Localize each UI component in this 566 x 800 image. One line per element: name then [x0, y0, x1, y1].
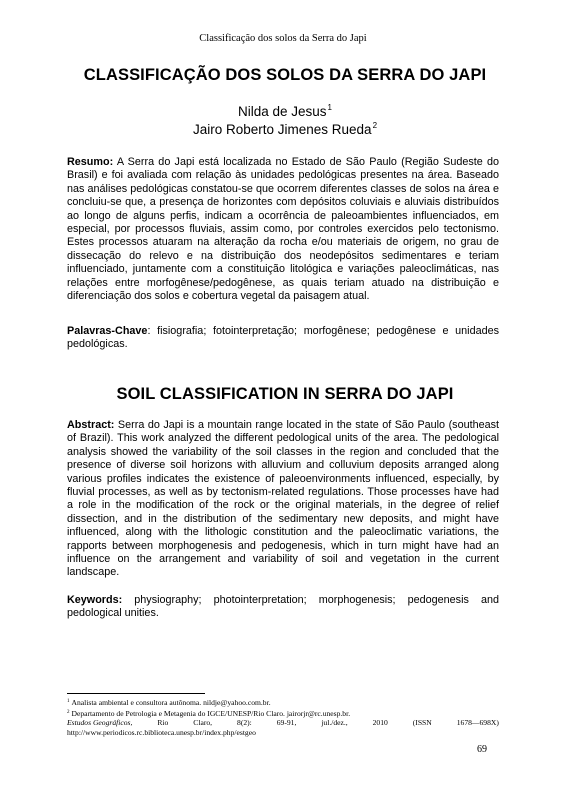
citation-part: 2010 [372, 718, 388, 728]
citation-part: jul./dez., [321, 718, 348, 728]
citation-part: 1678—698X) [456, 718, 499, 728]
palavras-chave-paragraph [67, 325, 499, 352]
author-1-name: Nilda de Jesus [237, 104, 327, 119]
journal-name: Estudos Geográficos, [67, 718, 133, 728]
footnote-2 [67, 708, 499, 719]
footnote-2-text: Departamento de Petrologia e Metagenia do IGCE/UNESP/Rio Claro. jairorjr@rc.unesp.br. [71, 708, 351, 718]
citation-part: 69-91, [276, 718, 297, 728]
journal-citation [67, 718, 499, 728]
author-1-footnote-mark: 1 [327, 103, 332, 112]
author-1 [40, 103, 530, 119]
page-number: 69 [477, 744, 487, 755]
citation-part: Rio [157, 718, 169, 728]
footnote-1 [67, 697, 499, 708]
title-english: SOIL CLASSIFICATION IN SERRA DO JAPI [116, 385, 454, 403]
resumo-text: A Serra do Japi está localizada no Estado de São Paulo (Região Sudeste do Brasil) e foi avaliada com relação às unidades pedológicas presentes na área. Baseado nas análises pedológicas constatou-se que ocorrem diferentes classes de solos na área e concluiu-se que, a presença de horizontes com depósitos coluviais e aluviais distribuídos ao longo de alguns perfis, indicam a ocorrência de paleoambientes influenciados, em especial, por processos fluviais, assim como, por controles exercidos pelo tectonismo. Estes processos atuaram na alteração da rocha e/ou materiais de origem, no grau de dissecação do relevo e na distribuição dos neodepósitos sedimentares e teriam influenciado, juntamente com a constituição litológica e variações paleoclimáticas, nas relações entre morfogênese/pedogênese, as quais teriam atuado na distribuição e diferenciação dos solos e cobertura vegetal da paisagem atual. [67, 156, 499, 303]
keywords-paragraph [67, 594, 499, 621]
resumo-label: Resumo: [67, 156, 114, 168]
footnote-1-text: Analista ambiental e consultora autônoma. nildje@yahoo.com.br. [71, 698, 271, 707]
keywords-text: physiography; photointerpretation; morphogenesis; pedogenesis and pedological unities. [67, 594, 499, 620]
citation-part: Claro, [193, 718, 213, 728]
keywords-label: Keywords: [67, 594, 123, 606]
journal-url[interactable]: http://www.periodicos.rc.biblioteca.unesp.br/index.php/estgeo [67, 727, 256, 737]
resumo-paragraph [67, 156, 499, 303]
citation-part: 8(2): [237, 718, 252, 728]
footnote-divider [67, 693, 205, 694]
abstract-paragraph [67, 419, 499, 580]
author-2-footnote-mark: 2 [372, 121, 378, 130]
author-2-name: Jairo Roberto Jimenes Rueda [192, 122, 372, 137]
abstract-text: Serra do Japi is a mountain range located in the state of São Paulo (southeast of Brazil). This work analyzed the different pedological units of the area. The pedological analysis showed the variability of the soil classes in the region and concluded that the presence of diverse soil horizons with alluvium and colluvium deposits arranged along various profiles indicates the existence of paleoenvironments influenced, especially, by fluvial processes, as well as by tectonism-related regulations. Those processes have had a role in the modification of the rock or the original materials, in the degree of relief dissection, and in the distribution of the sedimentary new deposits, and might have influenced, along with the lithologic constitution and the paleoclimatic variations, the rapports between morphogenesis and pedogenesis, which in turn might have had an influence on the arrangement and variability of soil and vegetation in the current landscape. [67, 419, 499, 579]
author-2 [40, 121, 530, 137]
palavras-chave-label: Palavras-Chave [67, 325, 148, 337]
palavras-chave-text: : fisiografia; fotointerpretação; morfogênese; pedogênese e unidades pedológicas. [67, 325, 499, 351]
abstract-label: Abstract: [67, 419, 115, 431]
footnote-1-mark: 1 [67, 699, 70, 704]
running-header: Classificação dos solos da Serra do Japi [199, 33, 367, 44]
title-portuguese: CLASSIFICAÇÃO DOS SOLOS DA SERRA DO JAPI [83, 66, 487, 84]
footnotes [67, 697, 499, 737]
footnote-2-mark: 2 [67, 709, 70, 715]
citation-part: (ISSN [412, 718, 432, 728]
